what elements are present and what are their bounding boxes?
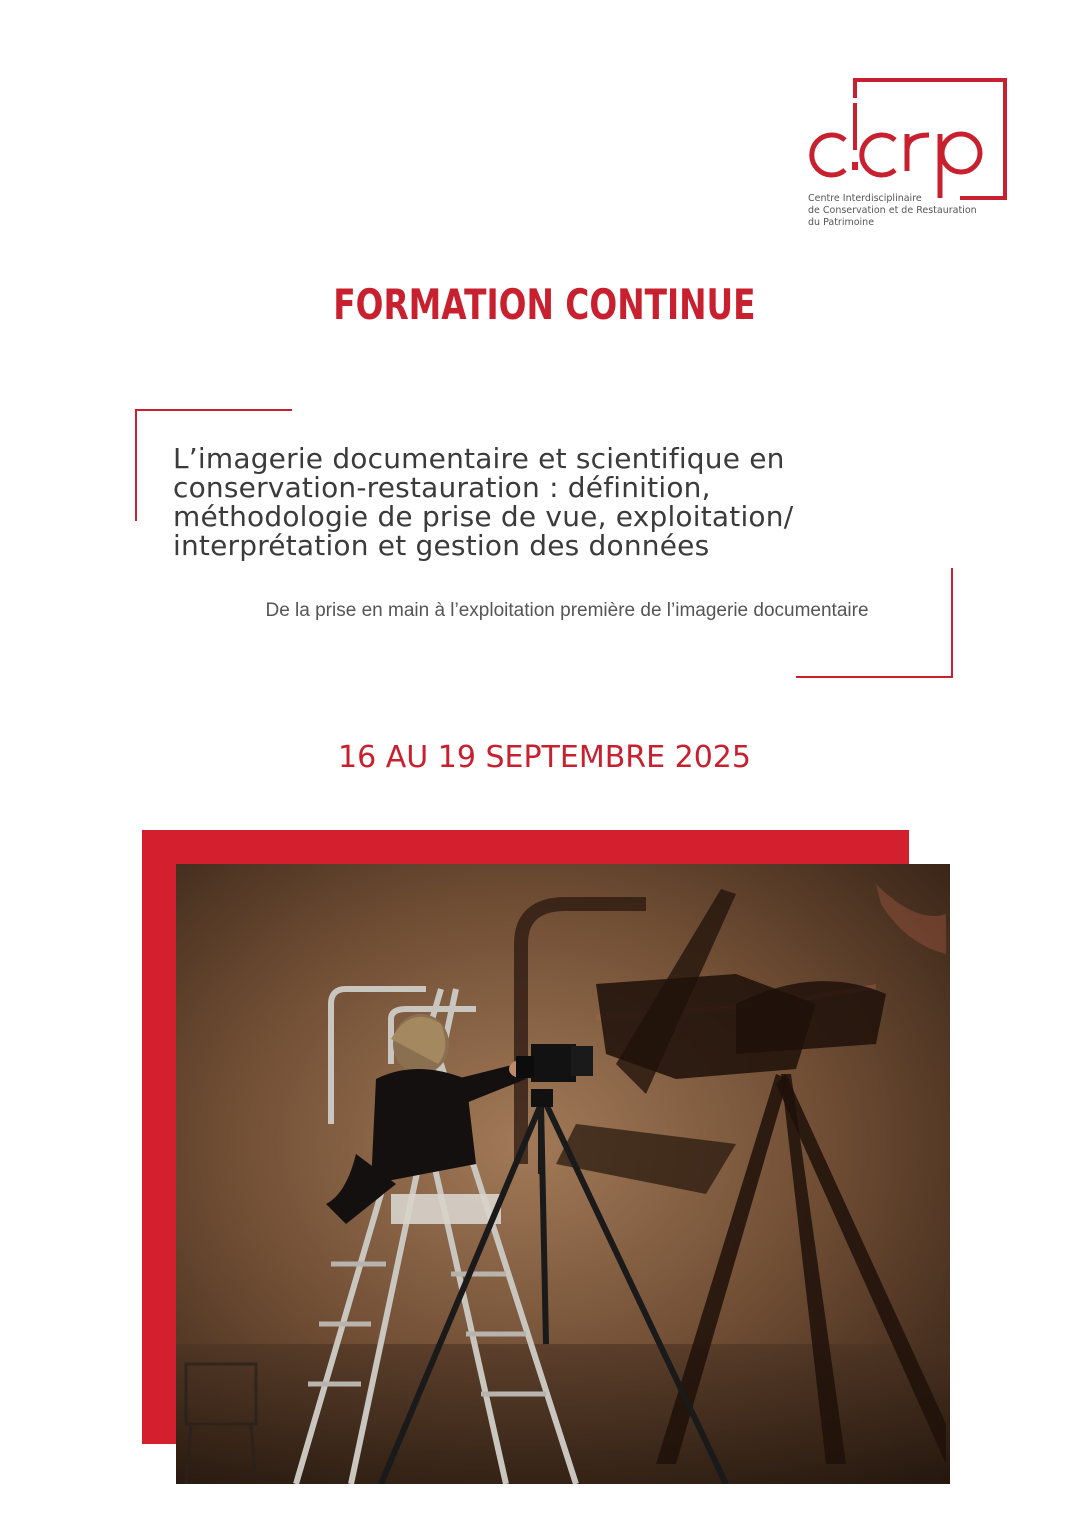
title-line-1: L’imagerie documentaire et scientifique en — [173, 442, 785, 475]
course-title — [173, 444, 863, 560]
logo-line-1: Centre Interdisciplinaire — [808, 193, 922, 204]
logo-line-2: de Conservation et de Restauration — [808, 205, 977, 216]
course-subtitle: De la prise en main à l’exploitation première de l’imagerie documentaire — [265, 600, 869, 621]
title-line-2: conservation-restauration : définition, — [173, 471, 711, 504]
cicrp-logo — [805, 78, 1010, 238]
logo-line-3: du Patrimoine — [808, 217, 875, 228]
photographer-photo-icon — [176, 864, 950, 1484]
frame-corner-top-left-vertical — [135, 409, 137, 521]
title-line-3: méthodologie de prise de vue, exploitation/ — [173, 500, 794, 533]
frame-corner-top-left-horizontal — [135, 409, 292, 411]
frame-corner-bottom-right-vertical — [951, 568, 953, 678]
cicrp-logo-mark — [805, 78, 1010, 203]
logo-caption — [808, 193, 977, 229]
photographer-photo — [176, 864, 950, 1484]
title-line-4: interprétation et gestion des données — [173, 529, 710, 562]
course-dates: 16 AU 19 SEPTEMBRE 2025 — [338, 740, 751, 775]
frame-corner-bottom-right-horizontal — [796, 676, 953, 678]
page-heading: FORMATION CONTINUE — [333, 280, 756, 329]
